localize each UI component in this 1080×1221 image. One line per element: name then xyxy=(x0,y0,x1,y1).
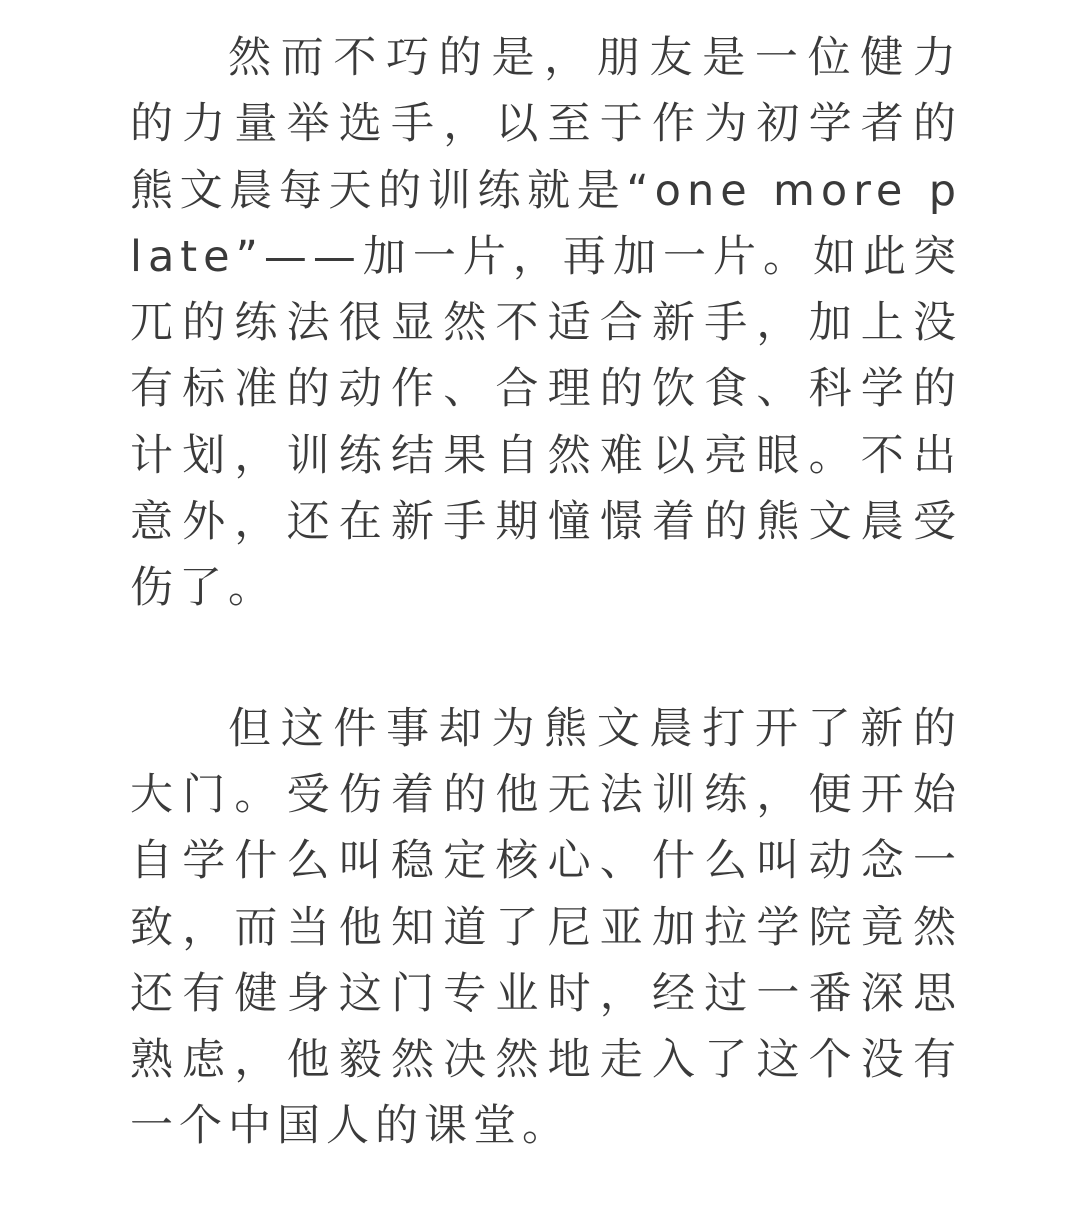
paragraph-2: 但这件事却为熊文晨打开了新的大门。受伤着的他无法训练，便开始自学什么叫稳定核心、什么叫动念一致，而当他知道了尼亚加拉学院竟然还有健身这门专业时，经过一番深思熟虑，他毅然决然地走入了这个没有一个中国人的课堂。 xyxy=(130,703,962,1152)
paragraph-1: 然而不巧的是，朋友是一位健力的力量举选手，以至于作为初学者的熊文晨每天的训练就是“one more plate”——加一片，再加一片。如此突兀的练法很显然不适合新手，加上没有标准的动作、合理的饮食、科学的计划，训练结果自然难以亮眼。不出意外，还在新手期憧憬着的熊文晨受伤了。 xyxy=(130,33,962,614)
article-body xyxy=(130,25,962,1160)
